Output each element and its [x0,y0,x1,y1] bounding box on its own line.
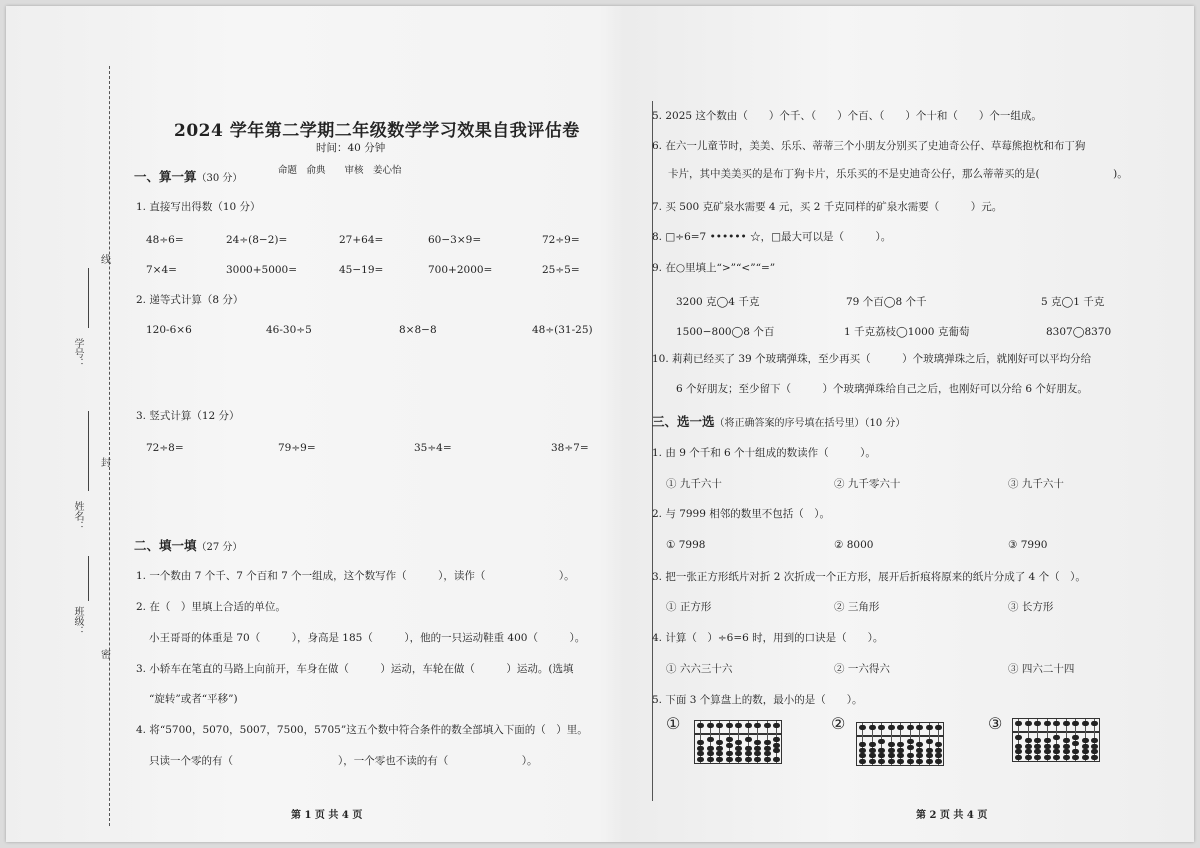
page2-footer: 第 2 页 共 4 页 [916,810,988,821]
abacus-bead [897,748,904,753]
abacus-bead [1015,755,1022,760]
choice-option[interactable]: ① 六六三十六 [666,663,733,675]
compare-item[interactable]: 1500−800◯8 个百 [676,326,775,338]
abacus-bead [888,759,895,764]
abacus-bead [1044,738,1051,743]
abacus-label-2[interactable]: ② [831,714,846,733]
abacus-bead [754,740,761,745]
abacus-bead [916,742,923,747]
choice-option[interactable]: ① 7998 [666,539,706,551]
abacus-bead [1053,749,1060,754]
abacus-figure-1 [694,720,782,764]
fill-line[interactable]: 小王哥哥的体重是 70（ ），身高是 185（ ），他的一只运动鞋重 400（ ）。 [149,632,586,644]
q3-item[interactable]: 38÷7= [551,442,589,454]
abacus-bead [716,757,723,762]
abacus-bead [1034,744,1041,749]
abacus-bead [716,751,723,756]
abacus-bead [716,723,723,728]
abacus-bead [707,723,714,728]
q3-item[interactable]: 79÷9= [278,442,316,454]
choice-option[interactable]: ② 九千零六十 [834,478,901,490]
exam-sheet [6,6,1194,842]
abacus-bead [878,753,885,758]
choice-question: 1. 由 9 个千和 6 个十组成的数读作（ ）。 [652,447,876,459]
abacus-bead [888,748,895,753]
choice-question: 4. 计算（ ）÷6=6 时，用到的口诀是（ ）。 [652,632,884,644]
abacus-bead [859,742,866,747]
abacus-bead [1025,721,1032,726]
abacus-bead [773,737,780,742]
choice-option[interactable]: ③ 四六二十四 [1008,663,1075,675]
choice-question: 2. 与 7999 相邻的数里不包括（ ）。 [652,508,831,520]
authors: 命题 俞典 审核 姜心怡 [278,165,402,176]
abacus-bead [907,745,914,750]
abacus-bead [735,751,742,756]
fill-line[interactable]: 7. 买 500 克矿泉水需要 4 元，买 2 千克同样的矿泉水需要（ ）元。 [652,201,1003,213]
abacus-bead [935,748,942,753]
abacus-bead [859,753,866,758]
abacus-bead [1072,741,1079,746]
compare-item[interactable]: 1 千克荔枝◯1000 克葡萄 [844,326,970,338]
q1-item[interactable]: 27+64= [339,234,384,246]
abacus-bead [745,751,752,756]
part2-title: 二、填一填 [134,538,197,553]
abacus-bead [754,723,761,728]
fill-line[interactable]: 10. 莉莉已经买了 39 个玻璃弹珠，至少再买（ ）个玻璃弹珠之后，就刚好可以平均分给 [652,353,1092,365]
abacus-bead [764,740,771,745]
abacus-bead [1091,744,1098,749]
part2-score: （27 分） [196,542,243,553]
abacus-bead [888,742,895,747]
abacus-bead [1015,744,1022,749]
abacus-bead [1034,738,1041,743]
abacus-bead [1091,738,1098,743]
abacus-bead [707,751,714,756]
q1-item[interactable]: 45−19= [339,264,384,276]
q2-item[interactable]: 48÷(31-25) [532,324,593,336]
abacus-bead [859,759,866,764]
abacus-bead [1034,755,1041,760]
abacus-bead [1015,749,1022,754]
abacus-bead [1025,738,1032,743]
abacus-bead [716,746,723,751]
abacus-bead [935,753,942,758]
abacus-bead [907,753,914,758]
q2-label: 2. 递等式计算（8 分） [136,294,244,306]
abacus-bead [897,725,904,730]
abacus-bead [1082,755,1089,760]
abacus-bead [1072,735,1079,740]
q1-item[interactable]: 7×4= [146,264,177,276]
abacus-bead [935,725,942,730]
abacus-bead [907,725,914,730]
abacus-bead [773,743,780,748]
q2-item[interactable]: 46-30÷5 [266,324,312,336]
abacus-bead [1072,755,1079,760]
abacus-bead [897,742,904,747]
choice-option[interactable]: ① 正方形 [666,601,712,613]
abacus-bead [745,746,752,751]
abacus-bead [707,757,714,762]
fill-line[interactable]: 5. 2025 这个数由（ ）个千、（ ）个百、（ ）个十和（ ）个一组成。 [652,110,1042,122]
binding-dashed-line [109,66,110,826]
fill-line[interactable]: 1. 一个数由 7 个千、7 个百和 7 个一组成，这个数写作（ ），读作（ ）。 [136,570,575,582]
choice-option[interactable]: ② 8000 [834,539,874,551]
abacus-bead [1082,744,1089,749]
fill-line: 9. 在○里填上“>”“<”“=” [652,262,776,274]
abacus-bead [764,751,771,756]
abacus-bead [869,742,876,747]
abacus-bead [926,753,933,758]
abacus-bead [1053,721,1060,726]
compare-item[interactable]: 79 个百◯8 个千 [846,296,927,308]
binding-char-mi: 密 [101,650,111,661]
choice-question: 3. 把一张正方形纸片对折 2 次折成一个正方形，展开后折痕将原来的纸片分成了 4 个（ ）。 [652,571,1086,583]
abacus-bead [1044,755,1051,760]
abacus-bead [897,753,904,758]
abacus-bead [926,759,933,764]
abacus-bead [859,748,866,753]
abacus-bead [735,723,742,728]
abacus-bead [1063,749,1070,754]
abacus-bead [745,737,752,742]
abacus-bead [1091,749,1098,754]
fill-line[interactable]: 3. 小轿车在笔直的马路上向前开，车身在做（ ）运动，车轮在做（ ）运动。(选填 [136,663,574,675]
fill-line[interactable]: 只读一个零的有（ ），一个零也不读的有（ ）。 [149,755,538,767]
abacus-bead [1063,738,1070,743]
abacus-bead [1053,735,1060,740]
choice-option[interactable]: ③ 九千六十 [1008,478,1064,490]
abacus-bead [697,723,704,728]
abacus-bead [1015,721,1022,726]
binding-char-xian: 线 [101,255,111,266]
abacus-bead [1034,721,1041,726]
abacus-bead [745,723,752,728]
abacus-label-3[interactable]: ③ [988,714,1003,733]
abacus-bead [926,725,933,730]
abacus-bead [735,757,742,762]
part1-header [134,170,242,185]
abacus-bead [878,739,885,744]
abacus-bead [878,725,885,730]
choice-question: 5. 下面 3 个算盘上的数，最小的是（ ）。 [652,694,863,706]
abacus-bead [735,740,742,745]
fill-line[interactable]: 卡片，其中美美买的是布丁狗卡片，乐乐买的不是史迪奇公仔，那么蒂蒂买的是( )。 [668,168,1128,180]
abacus-bead [707,746,714,751]
page1-footer: 第 1 页 共 4 页 [291,810,363,821]
abacus-bead [1082,738,1089,743]
abacus-bead [878,748,885,753]
abacus-bead [1044,749,1051,754]
abacus-figure-3 [1012,718,1100,762]
abacus-bead [1034,749,1041,754]
abacus-bead [726,737,733,742]
abacus-bead [869,725,876,730]
abacus-bead [1082,721,1089,726]
binding-char-feng: 封 [101,458,111,469]
abacus-bead [697,746,704,751]
q1-item[interactable]: 72÷9= [542,234,580,246]
abacus-bead [1072,721,1079,726]
compare-item[interactable]: 8307◯8370 [1046,326,1112,338]
abacus-bead [1053,744,1060,749]
fill-line: “旋转”或者“平移”) [149,693,238,705]
abacus-figure-2 [856,722,944,766]
fill-line: 2. 在（ ）里填上合适的单位。 [136,601,286,613]
q2-item[interactable]: 8×8−8 [399,324,437,336]
name-label: 姓名： [72,501,83,531]
abacus-bead [907,739,914,744]
abacus-bead [1025,755,1032,760]
choice-option[interactable]: ③ 7990 [1008,539,1048,551]
abacus-bead [773,757,780,762]
abacus-bead [869,753,876,758]
class-label: 班级： [72,606,83,636]
abacus-bead [888,725,895,730]
q1-label: 1. 直接写出得数（10 分） [136,201,261,213]
abacus-bead [1063,744,1070,749]
abacus-bead [1091,755,1098,760]
abacus-bead [1091,721,1098,726]
q3-item[interactable]: 35÷4= [414,442,452,454]
abacus-bead [1082,749,1089,754]
part2-header [134,539,242,554]
q1-item[interactable]: 3000+5000= [226,264,298,276]
student-id-label: 学号： [72,338,83,368]
fill-line[interactable]: 8. □÷6=7 •••••• ☆，□最大可以是（ ）。 [652,231,892,243]
choice-option[interactable]: ③ 长方形 [1008,601,1054,613]
exam-title: 2024 学年第二学期二年级数学学习效果自我评估卷 [174,121,580,141]
abacus-bead [707,737,714,742]
fill-line[interactable]: 6 个好朋友；至少留下（ ）个玻璃弹珠给自己之后，也刚好可以分给 6 个好朋友。 [676,383,1088,395]
abacus-bead [726,723,733,728]
abacus-bead [916,753,923,758]
abacus-bead [773,748,780,753]
q2-item[interactable]: 120-6×6 [146,324,192,336]
abacus-bead [764,723,771,728]
compare-item[interactable]: 3200 克◯4 千克 [676,296,760,308]
abacus-label-1[interactable]: ① [666,714,681,733]
abacus-bead [1025,749,1032,754]
abacus-bead [773,723,780,728]
fill-line[interactable]: 4. 将“5700，5070，5007，7500，5705”这五个数中符合条件的数全部填入下面的（ ）里。 [136,724,588,736]
exam-time: 时间：40 分钟 [316,142,386,154]
part3-header [652,415,905,430]
abacus-bead [1063,755,1070,760]
q1-item[interactable]: 60−3×9= [428,234,482,246]
part3-subtitle: （将正确答案的序号填在括号里）（10 分） [714,418,906,429]
abacus-bead [697,757,704,762]
abacus-bead [935,742,942,747]
abacus-bead [754,746,761,751]
abacus-bead [726,757,733,762]
part1-title: 一、算一算 [134,169,197,184]
class-blank[interactable] [88,556,89,601]
abacus-bead [916,725,923,730]
abacus-bead [1015,735,1022,740]
abacus-bead [735,746,742,751]
abacus-bead [907,759,914,764]
abacus-bead [916,759,923,764]
abacus-bead [716,740,723,745]
choice-option[interactable]: ② 三角形 [834,601,880,613]
abacus-bead [878,759,885,764]
abacus-bead [888,753,895,758]
q3-label: 3. 竖式计算（12 分） [136,410,240,422]
abacus-bead [926,748,933,753]
compare-item[interactable]: 5 克◯1 千克 [1041,296,1105,308]
abacus-bead [697,740,704,745]
abacus-bead [726,743,733,748]
abacus-bead [916,748,923,753]
q1-item[interactable]: 25÷5= [542,264,580,276]
name-blank[interactable] [88,411,89,491]
abacus-bead [1044,744,1051,749]
q1-item[interactable]: 700+2000= [428,264,493,276]
abacus-bead [935,759,942,764]
abacus-bead [859,725,866,730]
abacus-bead [897,759,904,764]
abacus-bead [764,757,771,762]
abacus-bead [754,757,761,762]
abacus-bead [926,739,933,744]
q1-item[interactable]: 48÷6= [146,234,184,246]
q3-item[interactable]: 72÷8= [146,442,184,454]
fill-line: 6. 在六一儿童节时，美美、乐乐、蒂蒂三个小朋友分别买了史迪奇公仔、草莓熊抱枕和布丁狗 [652,140,1086,152]
q1-item[interactable]: 24÷(8−2)= [226,234,288,246]
part3-title: 三、选一选 [652,414,715,429]
abacus-bead [1053,755,1060,760]
abacus-bead [869,748,876,753]
part1-score: （30 分） [196,173,243,184]
student-id-blank[interactable] [88,268,89,328]
abacus-bead [726,751,733,756]
abacus-bead [1072,749,1079,754]
abacus-bead [697,751,704,756]
choice-option[interactable]: ② 一六得六 [834,663,890,675]
abacus-bead [1063,721,1070,726]
abacus-bead [869,759,876,764]
abacus-bead [764,746,771,751]
choice-option[interactable]: ① 九千六十 [666,478,722,490]
abacus-bead [1044,721,1051,726]
abacus-bead [1025,744,1032,749]
abacus-bead [745,757,752,762]
abacus-bead [754,751,761,756]
